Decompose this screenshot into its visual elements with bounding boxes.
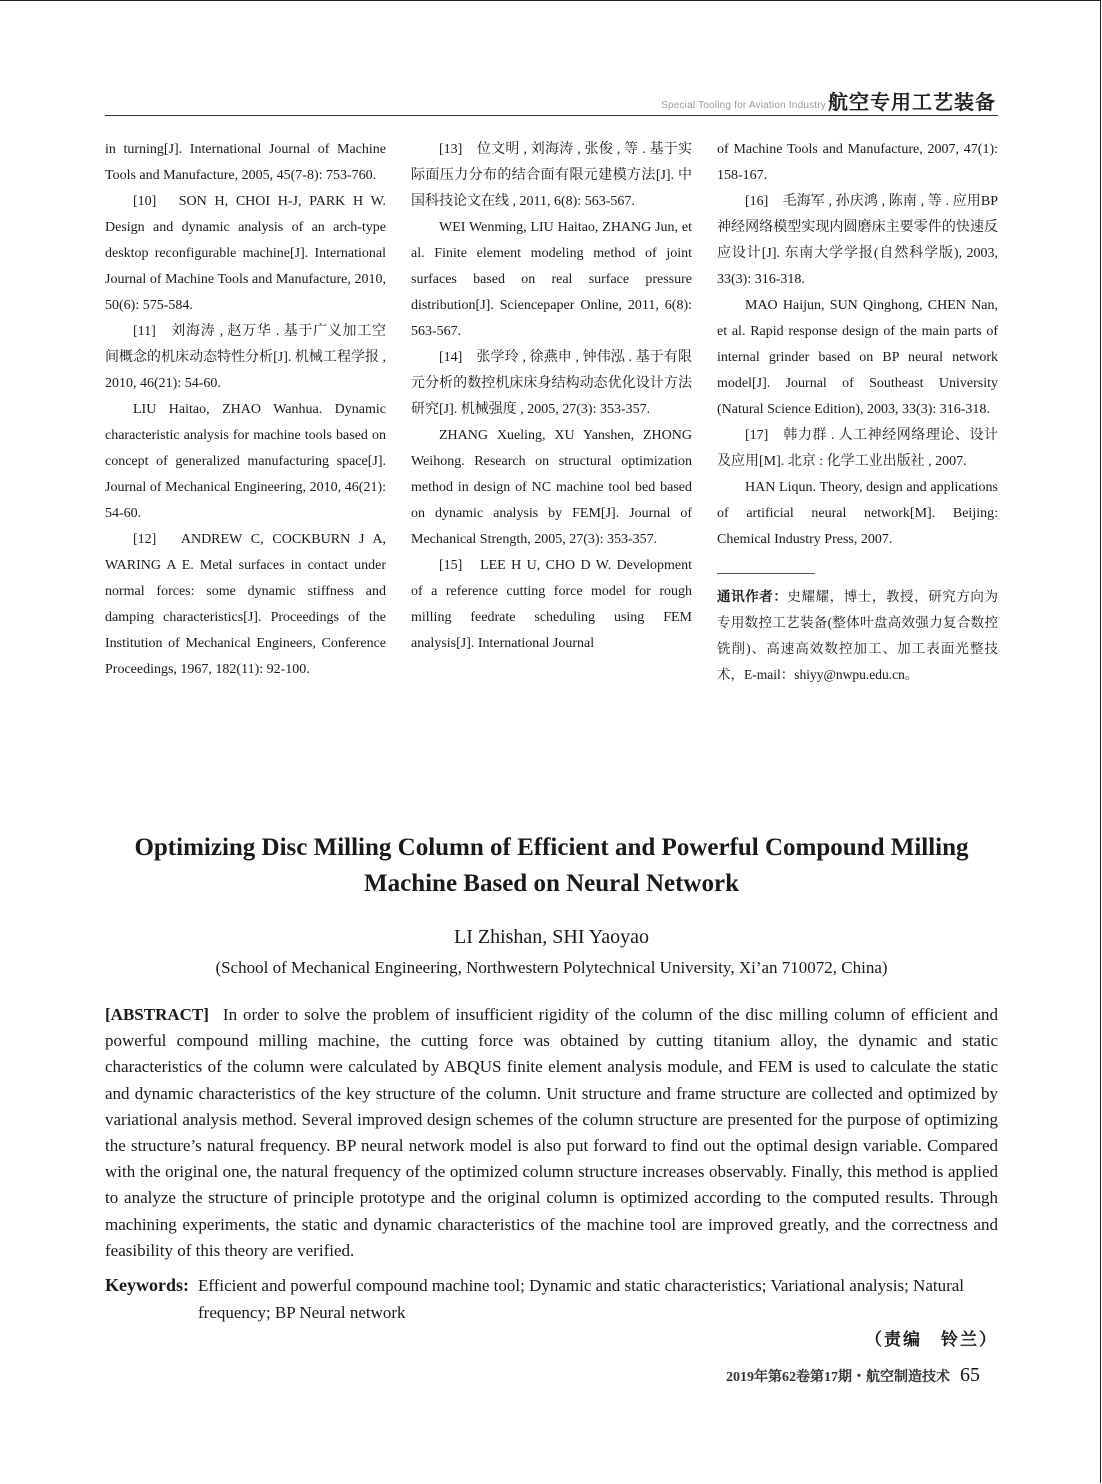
paper-title: Optimizing Disc Milling Column of Efficient and Powerful Compound Milling Machine Based on Neural Network xyxy=(134,834,969,897)
reference-entry: [13] 位文明 , 刘海涛 , 张俊 , 等 . 基于实际面压力分布的结合面有限元建模方法[J]. 中国科技论文在线 , 2011, 6(8): 563-567. xyxy=(411,142,692,209)
abstract-text: In order to solve the problem of insufficient rigidity of the column of the disc milling column of efficient and powerful compound milling machine, the cutting force was obtained by cutting titanium alloy, the dynamic and static characteristics of the column were calculated by ABQUS finite element analysis module, and FEM is used to calculate the static and dynamic characteristics of the key structure of the column. Unit structure and frame structure are collected and optimized by variational analysis method. Several improved design schemes of the column structure are presented for the purpose of optimizing the structure’s natural frequency. BP neural network model is also put forward to find out the optimal design variable. Compared with the original one, the natural frequency of the optimized column structure increases observably. Finally, this method is applied to analyze the structure of principle prototype and the original column is optimized according to the computed results. Through machining experiments, the static and dynamic characteristics of the machine tool are improved greatly, and the correctness and feasibility of this theory are verified. xyxy=(105,1005,998,1260)
reference-entry: of Machine Tools and Manufacture, 2007, 47(1): 158-167. xyxy=(717,142,998,183)
reference-entry: LIU Haitao, ZHAO Wanhua. Dynamic characteristic analysis for machine tools based on concept of generalized manufacturing space[J]. Journal of Mechanical Engineering, 2010, 46(21): 54-60. xyxy=(105,402,386,521)
reference-column-3 xyxy=(717,137,998,688)
reference-columns xyxy=(105,137,998,737)
reference-entry: [12] ANDREW C, COCKBURN J A, WARING A E. Metal surfaces in contact under normal forces: some dynamic stiffness and damping characteristics[J]. Proceedings of the Institution of Mechanical Engineers, Conference Proceedings, 1967, 182(11): 92-100. xyxy=(105,532,386,677)
reference-column-1 xyxy=(105,137,386,683)
abstract-label: [ABSTRACT] xyxy=(105,1005,209,1024)
editor-note: （责编 铃兰） xyxy=(865,1330,998,1349)
header-rule xyxy=(105,115,998,116)
reference-entry: MAO Haijun, SUN Qinghong, CHEN Nan, et al. Rapid response design of the main parts of internal grinder based on BP neural network model[J]. Journal of Southeast University (Natural Science Edition), 2003, 33(3): 316-318. xyxy=(717,298,998,417)
issue-info: 2019年第62卷第17期・航空制造技术 xyxy=(726,1370,950,1385)
footnote-rule xyxy=(717,573,815,574)
footnote-label: 通讯作者： xyxy=(717,589,788,604)
running-footer xyxy=(726,1364,980,1387)
authors: LI Zhishan, SHI Yaoyao xyxy=(454,926,649,948)
reference-entry: [11] 刘海涛 , 赵万华 . 基于广义加工空间概念的机床动态特性分析[J]. 机械工程学报 , 2010, 46(21): 54-60. xyxy=(105,324,386,391)
journal-name-en: Special Tooling for Aviation Industry xyxy=(661,100,826,111)
running-header xyxy=(105,88,998,116)
reference-entry: HAN Liqun. Theory, design and applications of artificial neural network[M]. Beijing: Chemical Industry Press, 2007. xyxy=(717,480,998,547)
reference-entry: [14] 张学玲 , 徐燕申 , 钟伟泓 . 基于有限元分析的数控机床床身结构动态优化设计方法研究[J]. 机械强度 , 2005, 27(3): 353-357. xyxy=(411,350,692,417)
reference-entry: [15] LEE H U, CHO D W. Development of a reference cutting force model for rough milling feedrate scheduling using FEM analysis[J]. International Journal xyxy=(411,558,692,651)
corresponding-author-note xyxy=(717,584,998,688)
reference-entry: WEI Wenming, LIU Haitao, ZHANG Jun, et al. Finite element modeling method of joint surfaces based on real surface pressure distribution[J]. Sciencepaper Online, 2011, 6(8): 563-567. xyxy=(411,220,692,339)
reference-entry: [10] SON H, CHOI H-J, PARK H W. Design and dynamic analysis of an arch-type desktop reconfigurable machine[J]. International Journal of Machine Tools and Manufacture, 2010, 50(6): 575-584. xyxy=(105,194,386,313)
footnote-text: 史耀耀，博士，教授，研究方向为专用数控工艺装备(整体叶盘高效强力复合数控铣削)、高速高效数控加工、加工表面光整技术，E-mail：shiyy@nwpu.edu.cn。 xyxy=(717,589,999,682)
reference-entry: [16] 毛海军 , 孙庆鸿 , 陈南 , 等 . 应用BP神经网络模型实现内圆磨床主要零件的快速反应设计[J]. 东南大学学报(自然科学版), 2003, 33(3): 316-318. xyxy=(717,194,998,287)
reference-column-2 xyxy=(411,137,692,657)
affiliation: (School of Mechanical Engineering, Northwestern Polytechnical University, Xi’an 710072, China) xyxy=(215,958,888,977)
abstract xyxy=(105,1002,998,1264)
journal-name-cn: 航空专用工艺装备 xyxy=(828,90,996,114)
reference-entry: in turning[J]. International Journal of Machine Tools and Manufacture, 2005, 45(7-8): 753-760. xyxy=(105,142,386,183)
reference-entry: [17] 韩力群 . 人工神经网络理论、设计及应用[M]. 北京 : 化学工业出版社 , 2007. xyxy=(717,428,998,469)
reference-entry: ZHANG Xueling, XU Yanshen, ZHONG Weihong. Research on structural optimization method in design of NC machine tool bed based on dynamic analysis by FEM[J]. Journal of Mechanical Strength, 2005, 27(3): 353-357. xyxy=(411,428,692,547)
page-number: 65 xyxy=(960,1364,980,1386)
keywords xyxy=(105,1272,998,1326)
keywords-text: Efficient and powerful compound machine tool; Dynamic and static characteristics; Variational analysis; Natural frequency; BP Neural network xyxy=(198,1276,965,1322)
keywords-label: Keywords: xyxy=(105,1275,189,1295)
